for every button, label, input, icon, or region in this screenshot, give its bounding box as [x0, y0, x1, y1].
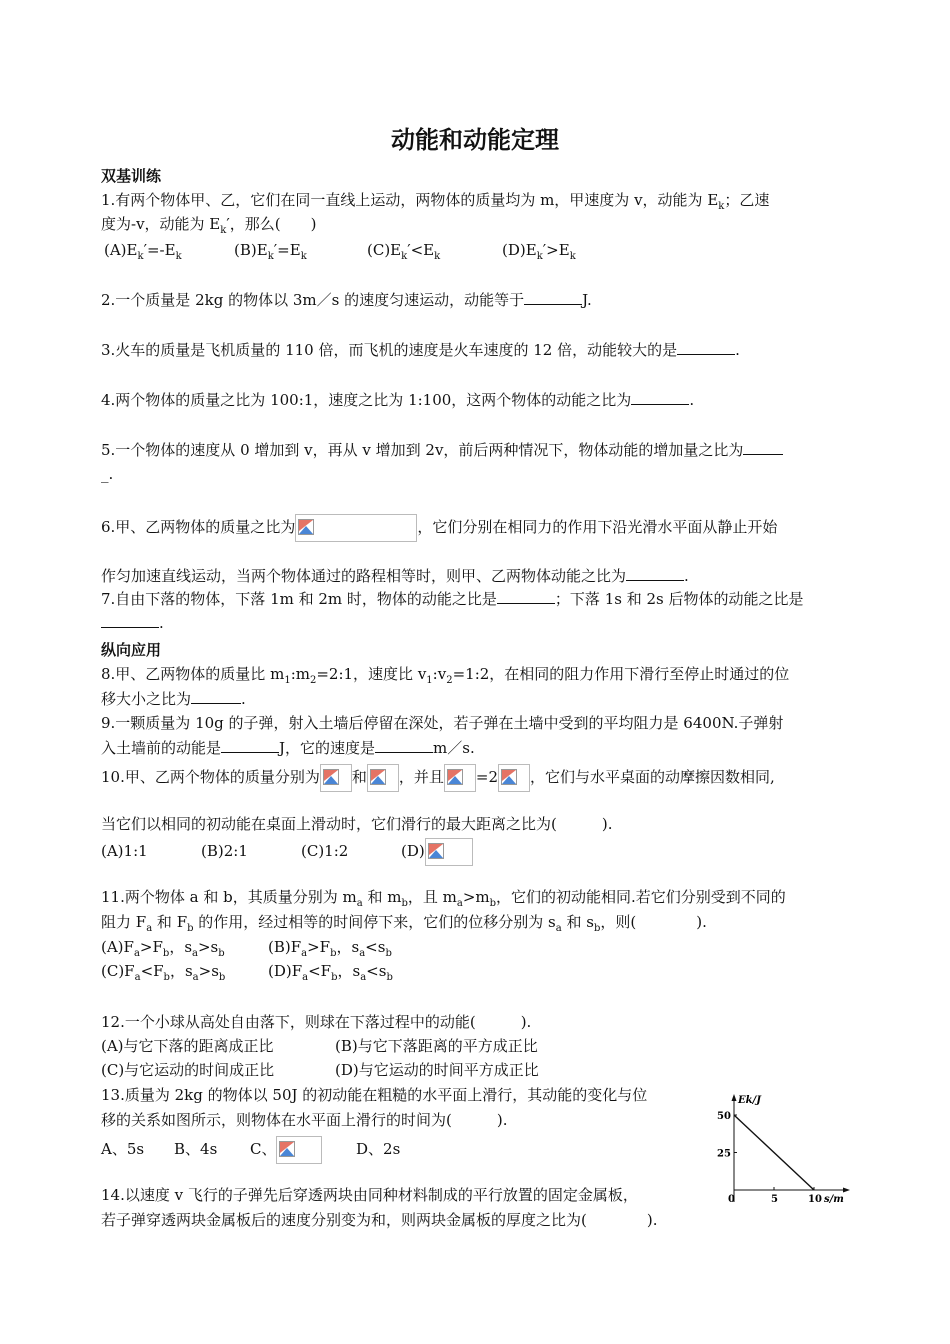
section-heading-basic: 双基训练 [101, 167, 162, 185]
q13-option-a: A、5s [101, 1140, 145, 1158]
answer-blank [631, 390, 689, 405]
graph-ticks [717, 1111, 822, 1205]
q12-options-row1 [101, 1034, 538, 1058]
q6-line1: 6.甲、乙两物体的质量之比为 ，它们分别在相同力的作用下沿光滑水平面从静止开始 [101, 514, 777, 542]
broken-image-icon [279, 1141, 295, 1157]
answer-blank [375, 738, 433, 753]
broken-image-placeholder [444, 764, 476, 792]
q13-option-d: D、2s [356, 1140, 401, 1158]
q12-text: 12.一个小球从高处自由落下，则球在下落过程中的动能( ). [101, 1013, 532, 1031]
broken-image-icon [370, 769, 386, 785]
x-axis-arrow [843, 1188, 850, 1193]
broken-image-icon [447, 769, 463, 785]
section-heading-applied: 纵向应用 [101, 641, 162, 659]
broken-image-placeholder [425, 838, 473, 866]
q1-option-c: $(C)E_k'<E_k$ [367, 241, 441, 262]
q11-line1: 11.两个物体 a 和 b，其质量分别为 $m_a$ 和 $m_b$，且 $m_a>m_b$，它们的初动能相同.若它们分别受到不同的 [101, 888, 786, 909]
broken-image-icon [323, 769, 339, 785]
q5-tail: _. [101, 465, 114, 483]
answer-blank [626, 566, 684, 581]
q11-option-b: $(B)F_a>F_b$，$s_a<s_b$ [268, 938, 392, 959]
q12-option-c: (C)与它运动的时间成正比 [101, 1061, 275, 1079]
q11-option-a: $(A)F_a>F_b$，$s_a>s_b$ [101, 938, 225, 959]
q13-options [101, 1136, 400, 1164]
q6-line2: 作匀加速直线运动，当两个物体通过的路程相等时，则甲、乙两物体动能之比为 . [101, 567, 689, 585]
q11-option-d: $(D)F_a<F_b$，$s_a<s_b$ [268, 962, 393, 983]
q2-text: 2.一个质量是 2kg 的物体以 3m／s 的速度匀速运动，动能等于 J. [101, 291, 592, 309]
ek-displacement-graph [712, 1090, 852, 1210]
answer-blank [101, 613, 159, 628]
y-axis-label: Ek/J [738, 1095, 761, 1106]
broken-image-icon [298, 519, 314, 535]
broken-image-icon [501, 769, 517, 785]
q10-option-b: (B)2:1 [201, 842, 248, 860]
broken-image-placeholder [295, 514, 417, 542]
q1-option-b: $(B)E_k'=E_k$ [234, 241, 307, 262]
q10-option-c: (C)1:2 [301, 842, 349, 860]
x-axis-label: s/m [824, 1194, 844, 1205]
answer-blank [497, 589, 555, 604]
q10-option-a: (A)1:1 [101, 842, 148, 860]
q13-line2: 移的关系如图所示，则物体在水平面上滑行的时间为( ). [101, 1111, 508, 1129]
answer-blank [221, 738, 279, 753]
answer-blank [743, 440, 783, 455]
x-tick-label: 10 [808, 1194, 822, 1205]
q12-option-d: (D)与它运动的时间平方成正比 [335, 1061, 539, 1079]
q12-option-a: (A)与它下落的距离成正比 [101, 1037, 274, 1055]
q12-options-row2 [101, 1058, 539, 1082]
q8-line2: 移大小之比为 . [101, 690, 246, 708]
q12-option-b: (B)与它下落距离的平方成正比 [335, 1037, 538, 1055]
page-title: 动能和动能定理 [391, 126, 559, 154]
q10-line1: 10.甲、乙两个物体的质量分别为 和 ，并且 =2 ，它们与水平桌面的动摩擦因数相同, [101, 764, 775, 792]
q10-options [101, 838, 473, 866]
q4-text: 4.两个物体的质量之比为 100:1，速度之比为 1:100，这两个物体的动能之比为 . [101, 391, 695, 409]
q9-line1: 9.一颗质量为 10g 的子弹，射入土墙后停留在深处，若子弹在土墙中受到的平均阻力是 6400N.子弹射 [101, 714, 784, 732]
broken-image-placeholder [276, 1136, 322, 1164]
answer-blank [677, 340, 735, 355]
broken-image-placeholder [320, 764, 352, 792]
q1-option-a: $(A)E_k'=-E_k$ [104, 241, 182, 262]
q14-line2: 若子弹穿透两块金属板后的速度分别变为和，则两块金属板的厚度之比为( ). [101, 1211, 658, 1229]
q7-line1: 7.自由下落的物体，下落 1m 和 2m 时，物体的动能之比是 ；下落 1s 和 2s 后物体的动能之比是 [101, 590, 804, 608]
q11-options-row2 [101, 959, 393, 990]
q13-option-b: B、4s [174, 1140, 218, 1158]
x-tick-label: 5 [771, 1194, 778, 1205]
q13-option-c: C、 [250, 1136, 356, 1164]
q3-text: 3.火车的质量是飞机质量的 110 倍，而飞机的速度是火车速度的 12 倍，动能较大的是 . [101, 341, 740, 359]
q1-options [104, 238, 576, 269]
y-axis-arrow [732, 1094, 737, 1101]
broken-image-icon [428, 843, 444, 859]
q9-line2: 入土墙前的动能是 J，它的速度是 m／s. [101, 739, 475, 757]
q8-line1: 8.甲、乙两物体的质量比 $m_1:m_2=2:1$，速度比 $v_1:v_2=1:2$，在相同的阻力作用下滑行至停止时通过的位 [101, 665, 790, 686]
y-tick-label: 50 [717, 1111, 731, 1122]
q13-line1: 13.质量为 2kg 的物体以 50J 的初动能在粗糙的水平面上滑行，其动能的变化与位 [101, 1086, 648, 1104]
q10-option-d: (D) [401, 838, 473, 866]
q1-line2: 度为-v，动能为 $E_k'$，那么( ) [101, 215, 317, 236]
q1-line1: 1.有两个物体甲、乙，它们在同一直线上运动，两物体的质量均为 m，甲速度为 v，动能为 $E_k$；乙速 [101, 191, 770, 212]
answer-blank [191, 689, 241, 704]
q14-line1: 14.以速度 v 飞行的子弹先后穿透两块由同种材料制成的平行放置的固定金属板， [101, 1186, 638, 1204]
q10-line2: 当它们以相同的初动能在桌面上滑动时，它们滑行的最大距离之比为( ). [101, 815, 613, 833]
q1-option-d: $(D)E_k'>E_k$ [502, 241, 576, 262]
q11-line2: 阻力 $F_a$ 和 $F_b$ 的作用，经过相等的时间停下来，它们的位移分别为 $s_a$ 和 $s_b$，则( ). [101, 913, 707, 934]
answer-blank [524, 290, 582, 305]
broken-image-placeholder [367, 764, 399, 792]
series-line [734, 1115, 814, 1190]
x-tick-label: 0 [728, 1194, 735, 1205]
y-tick-label: 25 [717, 1148, 731, 1160]
q7-line2: . [101, 611, 164, 635]
q11-option-c: $(C)F_a<F_b$，$s_a>s_b$ [101, 962, 226, 983]
q5-text: 5.一个物体的速度从 0 增加到 v，再从 v 增加到 2v，前后两种情况下，物体动能的增加量之比为 [101, 438, 783, 462]
broken-image-placeholder [498, 764, 530, 792]
